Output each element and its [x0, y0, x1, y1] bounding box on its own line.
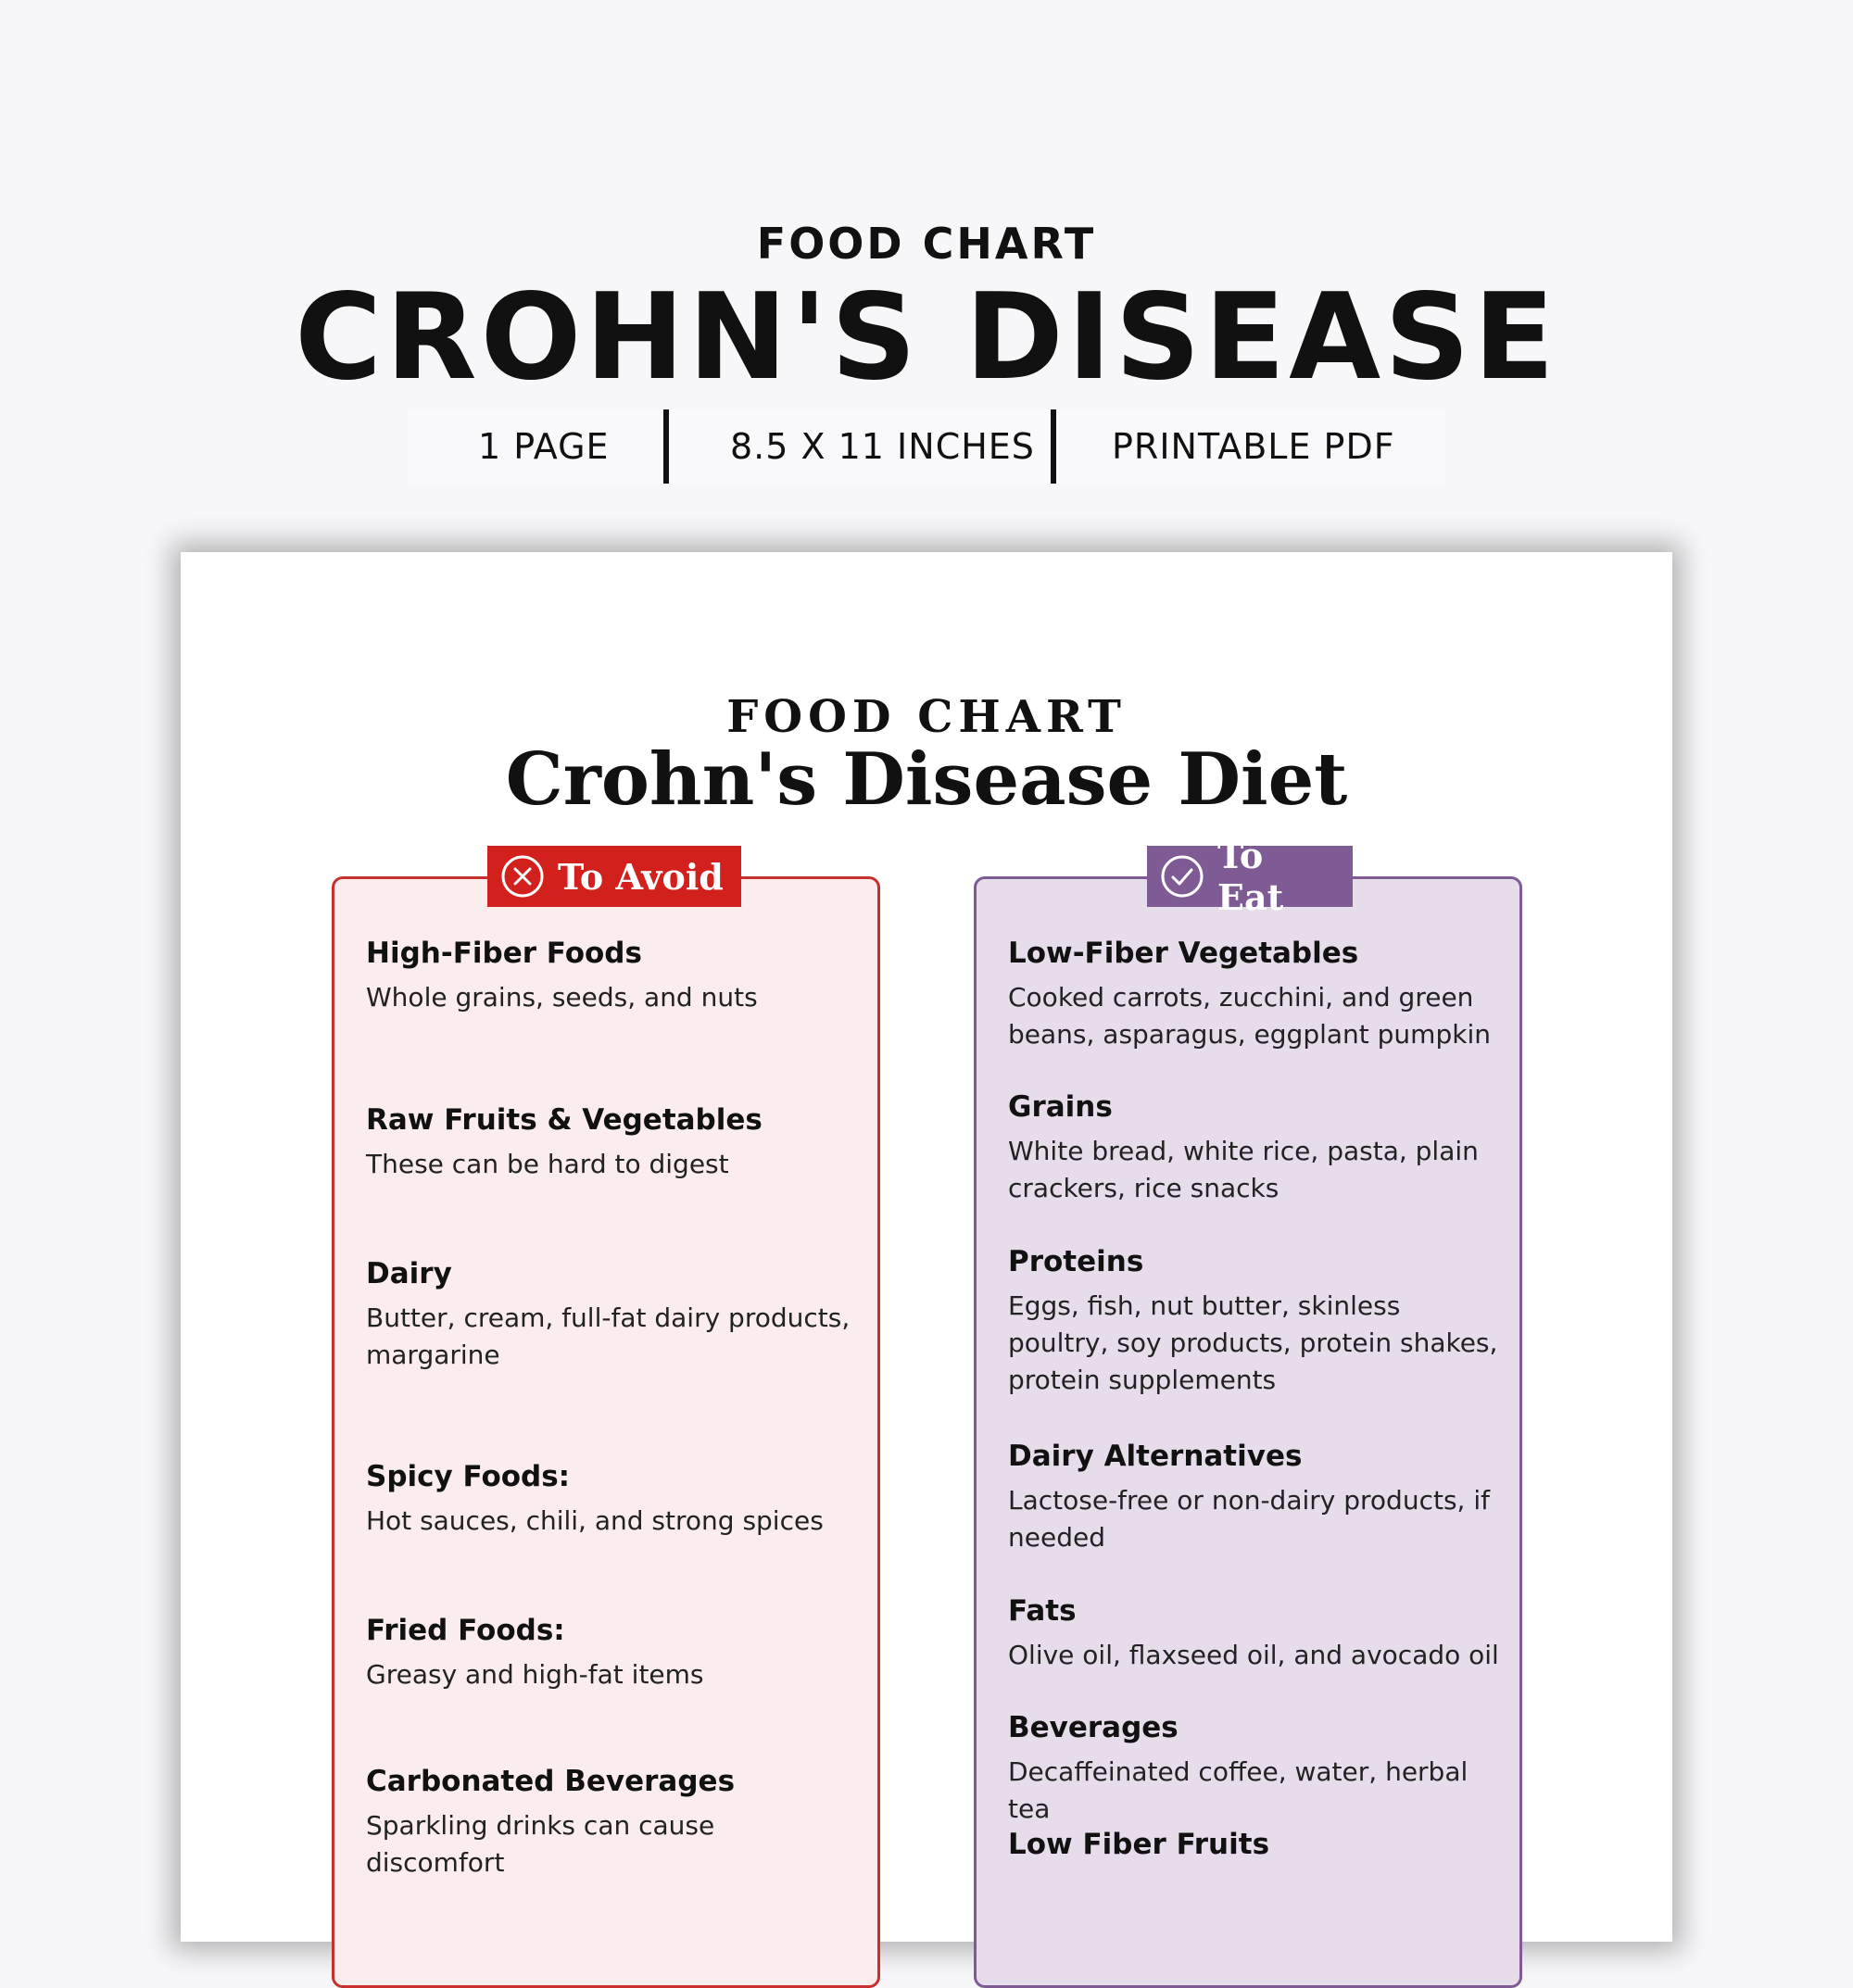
header-title: CROHN'S DISEASE [295, 269, 1558, 407]
avoid-tab-label: To Avoid [558, 855, 724, 898]
avoid-item-desc: Butter, cream, full-fat dairy products, margarine [366, 1302, 851, 1370]
avoid-item [366, 935, 857, 1016]
eat-item-title: Dairy Alternatives [1008, 1440, 1303, 1473]
avoid-item-title: High-Fiber Foods [366, 937, 642, 970]
eat-item [1008, 1088, 1499, 1207]
avoid-item-title: Spicy Foods: [366, 1460, 571, 1493]
eat-item-title: Beverages [1008, 1711, 1179, 1744]
meta-pages: 1 PAGE [478, 426, 610, 467]
chart-sheet [181, 552, 1672, 1942]
avoid-item [366, 1612, 857, 1693]
eat-item-title: Low Fiber Fruits [1008, 1828, 1270, 1861]
listing-header [0, 0, 1853, 519]
header-kicker: FOOD CHART [756, 219, 1097, 269]
avoid-item-title: Dairy [366, 1257, 452, 1290]
meta-bar [408, 409, 1445, 484]
meta-divider [663, 409, 669, 484]
eat-item [1008, 935, 1499, 1053]
eat-tab [1147, 835, 1353, 918]
avoid-item-title: Fried Foods: [366, 1614, 565, 1647]
avoid-item-desc: Sparkling drinks can cause discomfort [366, 1810, 715, 1878]
eat-item-desc: Eggs, fish, nut butter, skinless poultry, soy products, protein shakes, protein supplements [1008, 1290, 1498, 1395]
avoid-item-desc: Hot sauces, chili, and strong spices [366, 1505, 824, 1536]
avoid-item [366, 1255, 857, 1374]
avoid-item [366, 1101, 857, 1183]
avoid-item-title: Carbonated Beverages [366, 1765, 736, 1798]
eat-item-title: Grains [1008, 1090, 1113, 1124]
eat-item-desc: Lactose-free or non-dairy products, if needed [1008, 1485, 1490, 1553]
eat-item-desc: Olive oil, flaxseed oil, and avocado oil [1008, 1640, 1499, 1670]
x-circle-icon [498, 852, 547, 900]
eat-tab-label: To Eat [1217, 835, 1284, 918]
sheet-title: Crohn's Disease Diet [505, 737, 1348, 822]
avoid-panel [332, 855, 880, 1988]
avoid-item-desc: Greasy and high-fat items [366, 1659, 704, 1690]
eat-item-desc: Decaffeinated coffee, water, herbal tea [1008, 1756, 1469, 1824]
avoid-item-title: Raw Fruits & Vegetables [366, 1103, 763, 1137]
eat-item [1008, 1709, 1499, 1828]
eat-item-desc: Cooked carrots, zucchini, and green beans, asparagus, eggplant pumpkin [1008, 982, 1491, 1050]
eat-item [1008, 1592, 1499, 1674]
check-circle-icon [1158, 852, 1206, 900]
eat-item [1008, 1826, 1499, 1863]
eat-panel [974, 835, 1522, 1988]
meta-size: 8.5 X 11 INCHES [730, 426, 1035, 467]
eat-item [1008, 1243, 1499, 1399]
avoid-item [366, 1763, 857, 1881]
eat-item-desc: White bread, white rice, pasta, plain crackers, rice snacks [1008, 1136, 1479, 1203]
eat-item-title: Low-Fiber Vegetables [1008, 937, 1359, 970]
avoid-item-desc: Whole grains, seeds, and nuts [366, 982, 758, 1013]
avoid-item-desc: These can be hard to digest [366, 1149, 729, 1179]
avoid-item [366, 1458, 857, 1540]
eat-item [1008, 1438, 1499, 1556]
eat-item-title: Fats [1008, 1594, 1077, 1628]
meta-divider [1051, 409, 1056, 484]
meta-format: PRINTABLE PDF [1112, 426, 1395, 467]
sheet-kicker: FOOD CHART [726, 691, 1127, 743]
eat-item-title: Proteins [1008, 1245, 1144, 1278]
avoid-tab [487, 846, 741, 907]
